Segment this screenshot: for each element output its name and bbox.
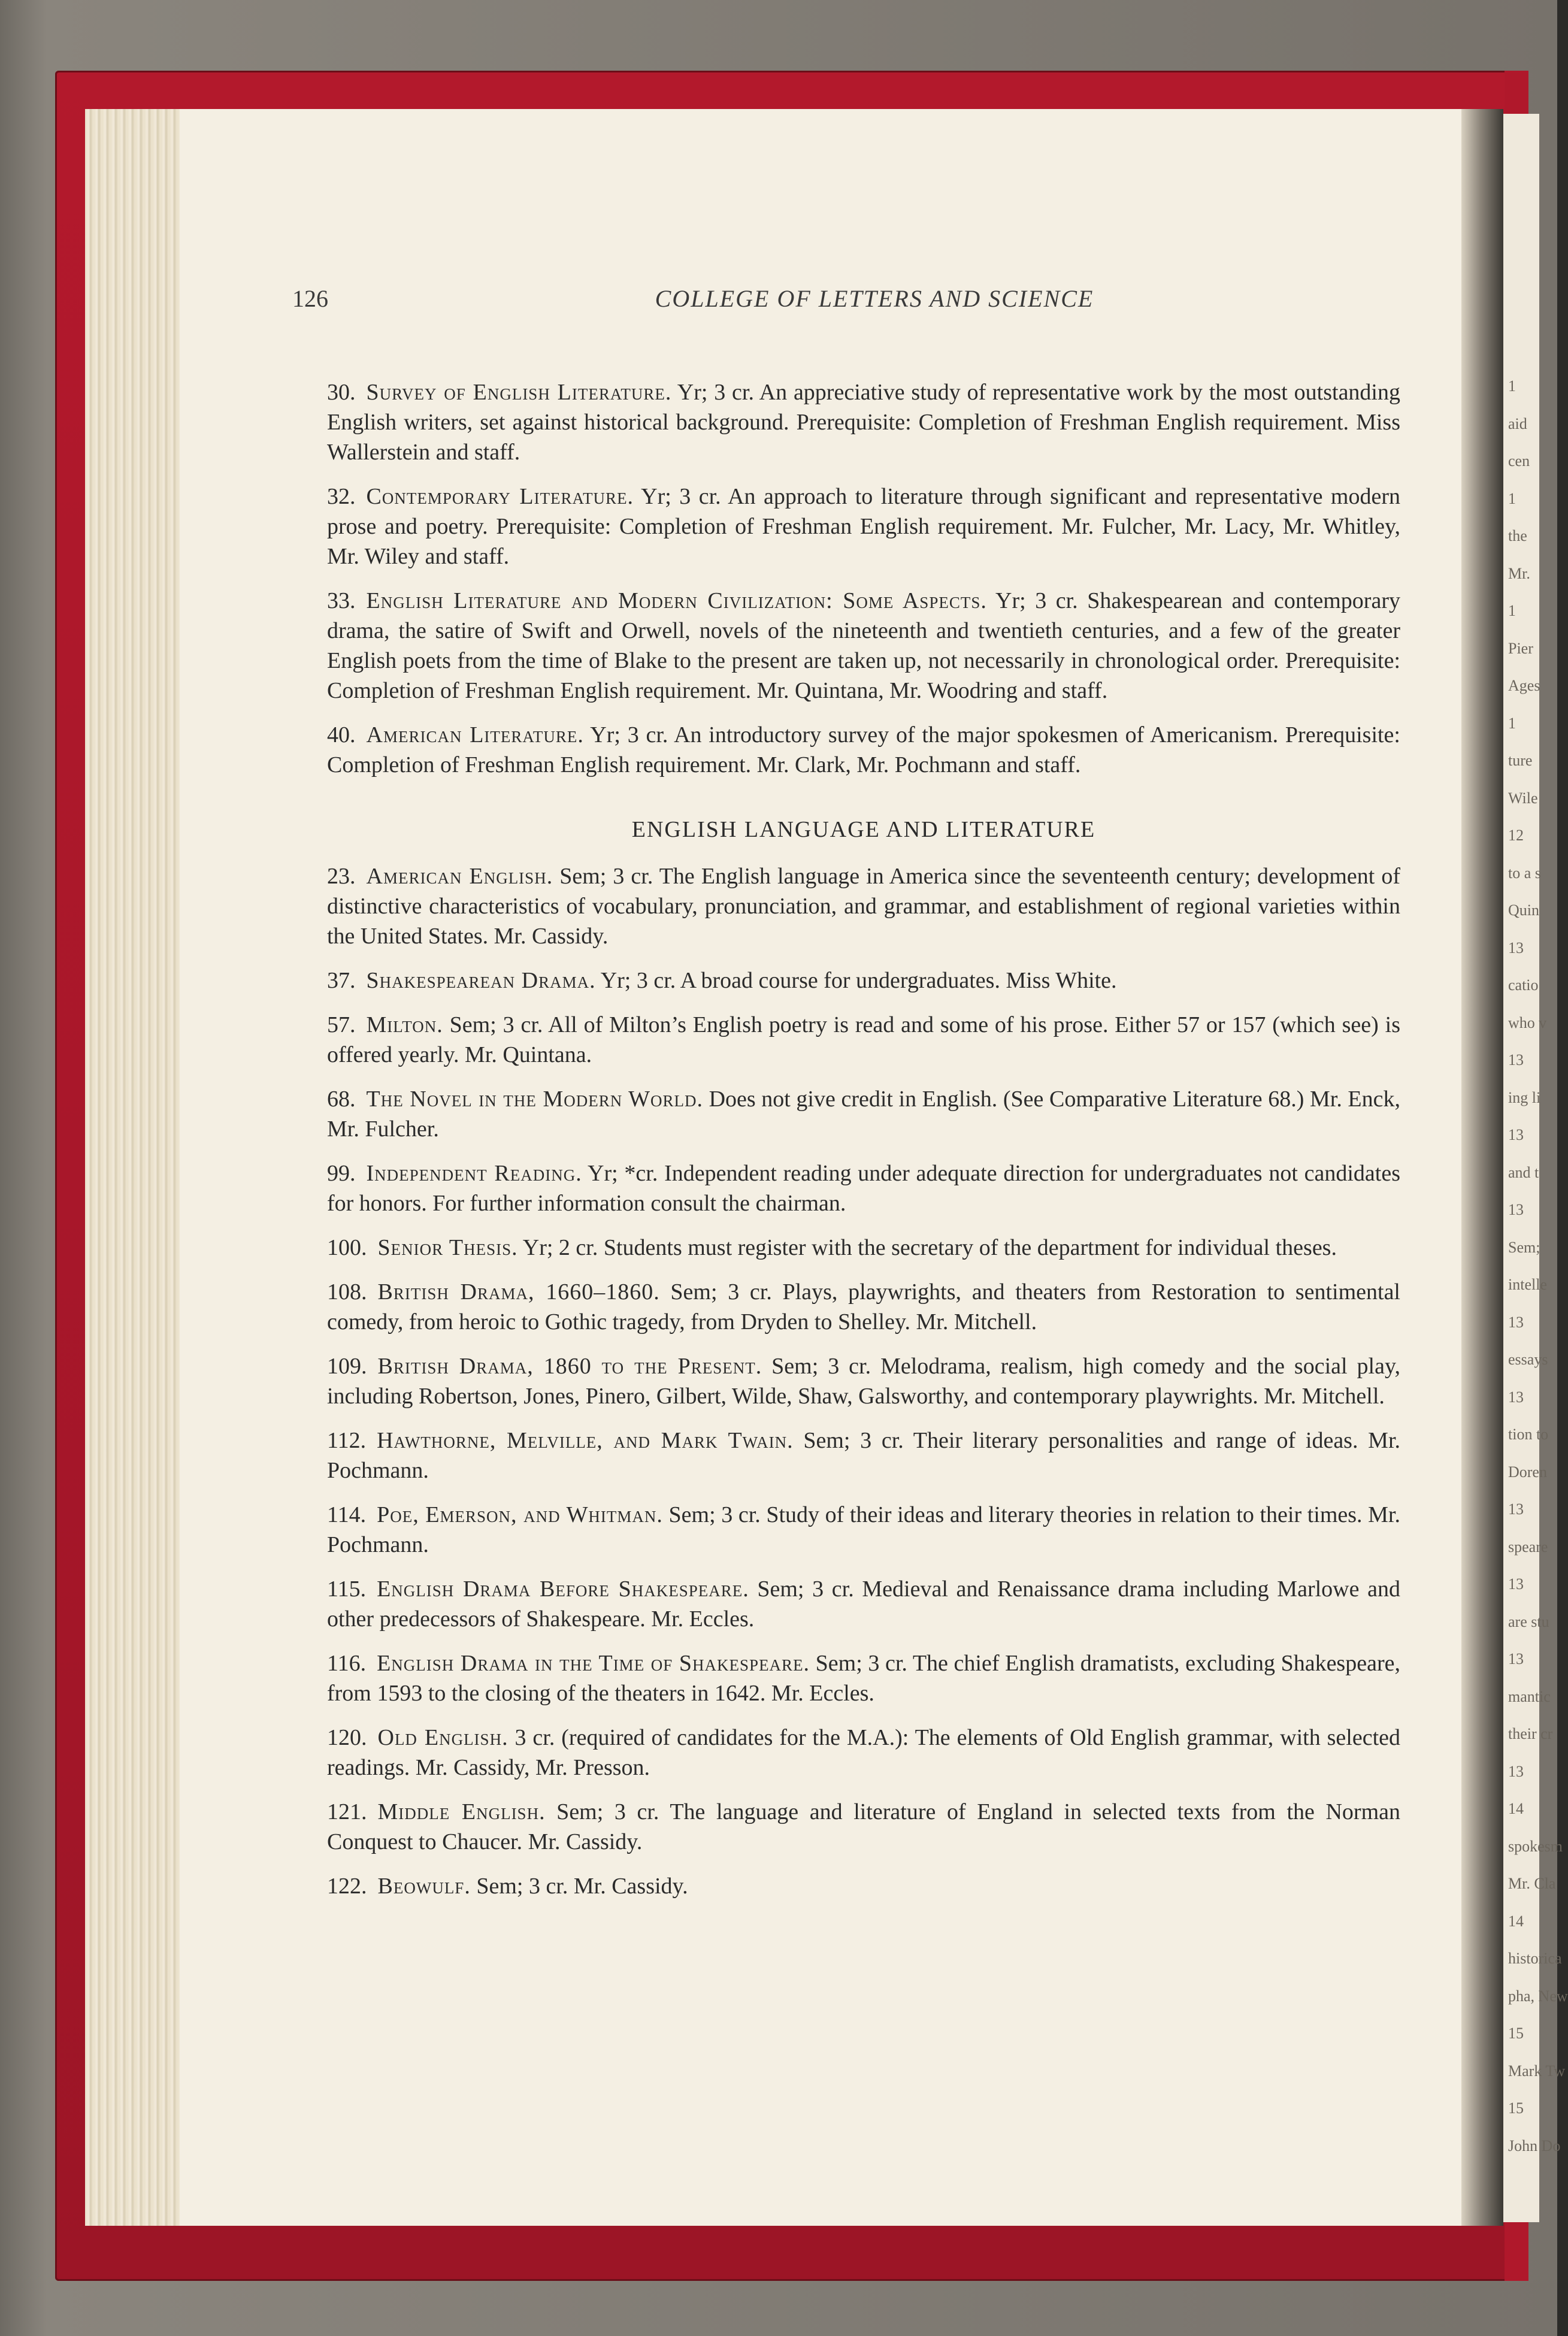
course-entry: [327, 861, 1400, 951]
course-number: 114.: [327, 1502, 367, 1527]
adjacent-page-fragment: Pier: [1508, 640, 1533, 657]
adjacent-page-fragment: who v: [1508, 1014, 1547, 1031]
adjacent-page-fragment: tion to: [1508, 1426, 1549, 1443]
literature-courses: [327, 377, 1400, 780]
course-entry: [327, 1084, 1400, 1144]
page-edges: [85, 109, 187, 2226]
course-title: Beowulf.: [377, 1874, 471, 1899]
course-number: 121.: [327, 1799, 367, 1824]
course-number: 68.: [327, 1087, 356, 1112]
course-entry: [327, 1351, 1400, 1411]
adjacent-page-fragment: John Do: [1508, 2137, 1561, 2155]
adjacent-page-fragment: speare: [1508, 1538, 1548, 1556]
adjacent-page-fragment: mantic: [1508, 1688, 1551, 1705]
course-title: Senior Thesis.: [377, 1235, 518, 1260]
adjacent-page-fragment: Mr. Cla: [1508, 1875, 1556, 1892]
course-number: 37.: [327, 968, 356, 993]
adjacent-page-fragment: Sem;: [1508, 1239, 1540, 1256]
course-entry: [327, 1797, 1400, 1857]
course-entry: [327, 377, 1400, 467]
course-title: English Literature and Modern Civilization: Some Aspects.: [366, 588, 987, 613]
adjacent-page-fragment: 12: [1508, 827, 1524, 844]
book-gutter: [1461, 109, 1503, 2226]
course-description: Sem; 3 cr. The language and literature of England in selected texts from the Norman Conquest to Chaucer. Mr. Cassidy.: [327, 1799, 1400, 1854]
adjacent-page-fragment: Mark Tw: [1508, 2062, 1566, 2080]
course-description: Sem; 3 cr. Melodrama, realism, high comedy and the social play, including Robertson, Jones, Pinero, Gilbert, Wilde, Shaw, Galsworthy, and contemporary playwrights. Mr. Mitchell.: [327, 1354, 1400, 1409]
course-description: Yr; 2 cr. Students must register with the secretary of the department for individual theses.: [517, 1235, 1337, 1260]
course-title: The Novel in the Modern World.: [366, 1087, 704, 1112]
course-description: Sem; 3 cr. Plays, playwrights, and theaters from Restoration to sentimental comedy, from heroic to Gothic tragedy, from Dryden to Shelley. Mr. Mitchell.: [327, 1279, 1400, 1335]
course-description: Sem; 3 cr. Medieval and Renaissance drama including Marlowe and other predecessors of Shakespeare. Mr. Eccles.: [327, 1577, 1400, 1632]
adjacent-page-fragment: intelle: [1508, 1276, 1547, 1293]
adjacent-page-fragment: 13: [1508, 1201, 1524, 1218]
course-title: Middle English.: [377, 1799, 546, 1824]
course-number: 108.: [327, 1279, 367, 1305]
course-description: Sem; 3 cr. The English language in America since the seventeenth century; development of distinctive characteristics of vocabulary, pronunciation, and grammar, and establishment of regional varieties within the United States. Mr. Cassidy.: [327, 864, 1400, 949]
adjacent-page-fragment: 13: [1508, 1763, 1524, 1780]
adjacent-page-fragment: Mr.: [1508, 565, 1530, 582]
course-description: Yr; 3 cr. An introductory survey of the major spokesmen of Americanism. Prerequisite: Completion of Freshman English requirement. Mr. Clark, Mr. Pochmann and staff.: [327, 722, 1400, 777]
course-description: Yr; 3 cr. Shakespearean and contemporary drama, the satire of Swift and Orwell, novels of the nineteenth and twentieth centuries, and a few of the greater English poets from the time of Blake to the present are taken up, not necessarily in chronological order. Prerequisite: Completion of Freshman English requirement. Mr. Quintana, Mr. Woodring and staff.: [327, 588, 1400, 703]
adjacent-page-fragment: 1: [1508, 602, 1516, 619]
course-description: Sem; 3 cr. Mr. Cassidy.: [470, 1874, 688, 1899]
page-number: 126: [292, 285, 328, 312]
course-entry: [327, 1010, 1400, 1070]
course-entry: [327, 1574, 1400, 1634]
course-title: British Drama, 1860 to the Present.: [377, 1354, 762, 1379]
course-description: Does not give credit in English. (See Comparative Literature 68.) Mr. Enck, Mr. Fulcher.: [327, 1087, 1400, 1142]
course-number: 120.: [327, 1725, 367, 1750]
adjacent-page-fragment: ing li: [1508, 1089, 1541, 1106]
adjacent-page-fragment: 14: [1508, 1800, 1524, 1817]
course-title: Survey of English Literature.: [366, 380, 672, 405]
adjacent-page-fragment: historica: [1508, 1950, 1562, 1967]
course-title: English Drama in the Time of Shakespeare.: [377, 1651, 810, 1676]
course-entry: [327, 720, 1400, 780]
adjacent-page-fragment: 14: [1508, 1913, 1524, 1930]
course-number: 112.: [327, 1428, 367, 1453]
course-entry: [327, 1723, 1400, 1783]
course-title: American Literature.: [366, 722, 584, 748]
course-description: Yr; *cr. Independent reading under adequate direction for undergraduates not candidates for honors. For further information consult the chairman.: [327, 1161, 1400, 1216]
section-heading: ENGLISH LANGUAGE AND LITERATURE: [631, 817, 1096, 842]
course-entry: [327, 1648, 1400, 1708]
adjacent-page-fragment: their cr: [1508, 1725, 1553, 1742]
course-title: Shakespearean Drama.: [366, 968, 596, 993]
course-listing: [327, 377, 1400, 1916]
course-entry: [327, 1233, 1400, 1263]
adjacent-page-fragment: 13: [1508, 1051, 1524, 1069]
adjacent-page-fragment: 13: [1508, 1500, 1524, 1518]
adjacent-page-fragment: 13: [1508, 1650, 1524, 1668]
course-entry: [327, 1426, 1400, 1485]
adjacent-page-fragment: cen: [1508, 452, 1530, 470]
course-description: Yr; 3 cr. An appreciative study of representative work by the most outstanding English writers, set against historical background. Prerequisite: Completion of Freshman English requirement. Miss Wallerstein and staff.: [327, 380, 1400, 465]
course-entry: [327, 1500, 1400, 1560]
adjacent-page-fragment: Quin: [1508, 901, 1539, 919]
adjacent-page-fragment: Doren: [1508, 1463, 1547, 1481]
adjacent-page-fragment: spokesm: [1508, 1838, 1563, 1855]
course-title: Independent Reading.: [366, 1161, 582, 1186]
course-number: 100.: [327, 1235, 367, 1260]
adjacent-page-fragment: 1: [1508, 715, 1516, 732]
course-title: Poe, Emerson, and Whitman.: [377, 1502, 663, 1527]
adjacent-page-fragment: the: [1508, 527, 1527, 544]
course-title: Hawthorne, Melville, and Mark Twain.: [377, 1428, 794, 1453]
course-number: 33.: [327, 588, 356, 613]
adjacent-page-fragment: 13: [1508, 1575, 1524, 1593]
course-number: 40.: [327, 722, 356, 748]
course-description: Yr; 3 cr. A broad course for undergraduates. Miss White.: [595, 968, 1117, 993]
adjacent-page-fragment: Wile: [1508, 789, 1538, 807]
course-entry: [327, 1158, 1400, 1218]
course-title: Old English.: [377, 1725, 508, 1750]
course-description: Sem; 3 cr. The chief English dramatists, excluding Shakespeare, from 1593 to the closing of the theaters in 1642. Mr. Eccles.: [327, 1651, 1400, 1706]
adjacent-page-fragment: aid: [1508, 415, 1527, 432]
adjacent-page-fragment: Ages: [1508, 677, 1540, 694]
adjacent-page-fragment: pha, New: [1508, 1987, 1568, 2005]
adjacent-page-fragment: 1: [1508, 490, 1516, 507]
running-title: COLLEGE OF LETTERS AND SCIENCE: [655, 285, 1094, 312]
adjacent-page-fragment: 13: [1508, 939, 1524, 957]
course-description: Sem; 3 cr. Their literary personalities and range of ideas. Mr. Pochmann.: [327, 1428, 1401, 1483]
page-header: [289, 285, 1400, 320]
course-entry: [327, 966, 1400, 995]
adjacent-page-fragment: 1: [1508, 377, 1516, 395]
course-number: 99.: [327, 1161, 356, 1186]
course-title: English Drama Before Shakespeare.: [377, 1577, 749, 1602]
course-title: American English.: [366, 864, 553, 889]
adjacent-page-fragment: to a s: [1508, 864, 1541, 882]
course-number: 57.: [327, 1012, 356, 1037]
adjacent-page-fragment: 15: [1508, 2025, 1524, 2042]
course-number: 122.: [327, 1874, 367, 1899]
adjacent-page-fragment: 13: [1508, 1126, 1524, 1143]
adjacent-page-margin: [1503, 114, 1568, 2222]
course-entry: [327, 586, 1400, 706]
course-number: 115.: [327, 1577, 367, 1602]
course-title: Milton.: [366, 1012, 443, 1037]
course-title: British Drama, 1660–1860.: [377, 1279, 660, 1305]
course-entry: [327, 1871, 1400, 1901]
course-entry: [327, 1277, 1400, 1337]
course-number: 32.: [327, 484, 356, 509]
course-description: Sem; 3 cr. Study of their ideas and literary theories in relation to their times. Mr. Pochmann.: [327, 1502, 1400, 1557]
adjacent-page-fragment: catio: [1508, 976, 1539, 994]
adjacent-page-fragment: ture: [1508, 752, 1533, 769]
course-description: Sem; 3 cr. All of Milton’s English poetry is read and some of his prose. Either 57 or 157 (which see) is offered yearly. Mr. Quintana.: [327, 1012, 1400, 1067]
course-number: 23.: [327, 864, 356, 889]
course-title: Contemporary Literature.: [366, 484, 634, 509]
course-number: 109.: [327, 1354, 367, 1379]
course-description: Yr; 3 cr. An approach to literature through significant and representative modern prose and poetry. Prerequisite: Completion of Freshman English requirement. Mr. Fulcher, Mr. Lacy, Mr. Whitley, Mr. Wiley and staff.: [327, 484, 1400, 569]
adjacent-page-fragment: 13: [1508, 1388, 1524, 1406]
course-number: 116.: [327, 1651, 367, 1676]
adjacent-page-fragment: essays: [1508, 1351, 1548, 1368]
course-entry: [327, 482, 1400, 571]
adjacent-page-fragment: are stu: [1508, 1613, 1549, 1630]
adjacent-page-fragment: and t: [1508, 1164, 1539, 1181]
adjacent-page-fragment: 13: [1508, 1314, 1524, 1331]
course-number: 30.: [327, 380, 356, 405]
course-description: 3 cr. (required of candidates for the M.A.): The elements of Old English grammar, with selected readings. Mr. Cassidy, Mr. Presson.: [327, 1725, 1400, 1780]
adjacent-page-fragment: 15: [1508, 2099, 1524, 2117]
language-literature-courses: [327, 861, 1400, 1901]
